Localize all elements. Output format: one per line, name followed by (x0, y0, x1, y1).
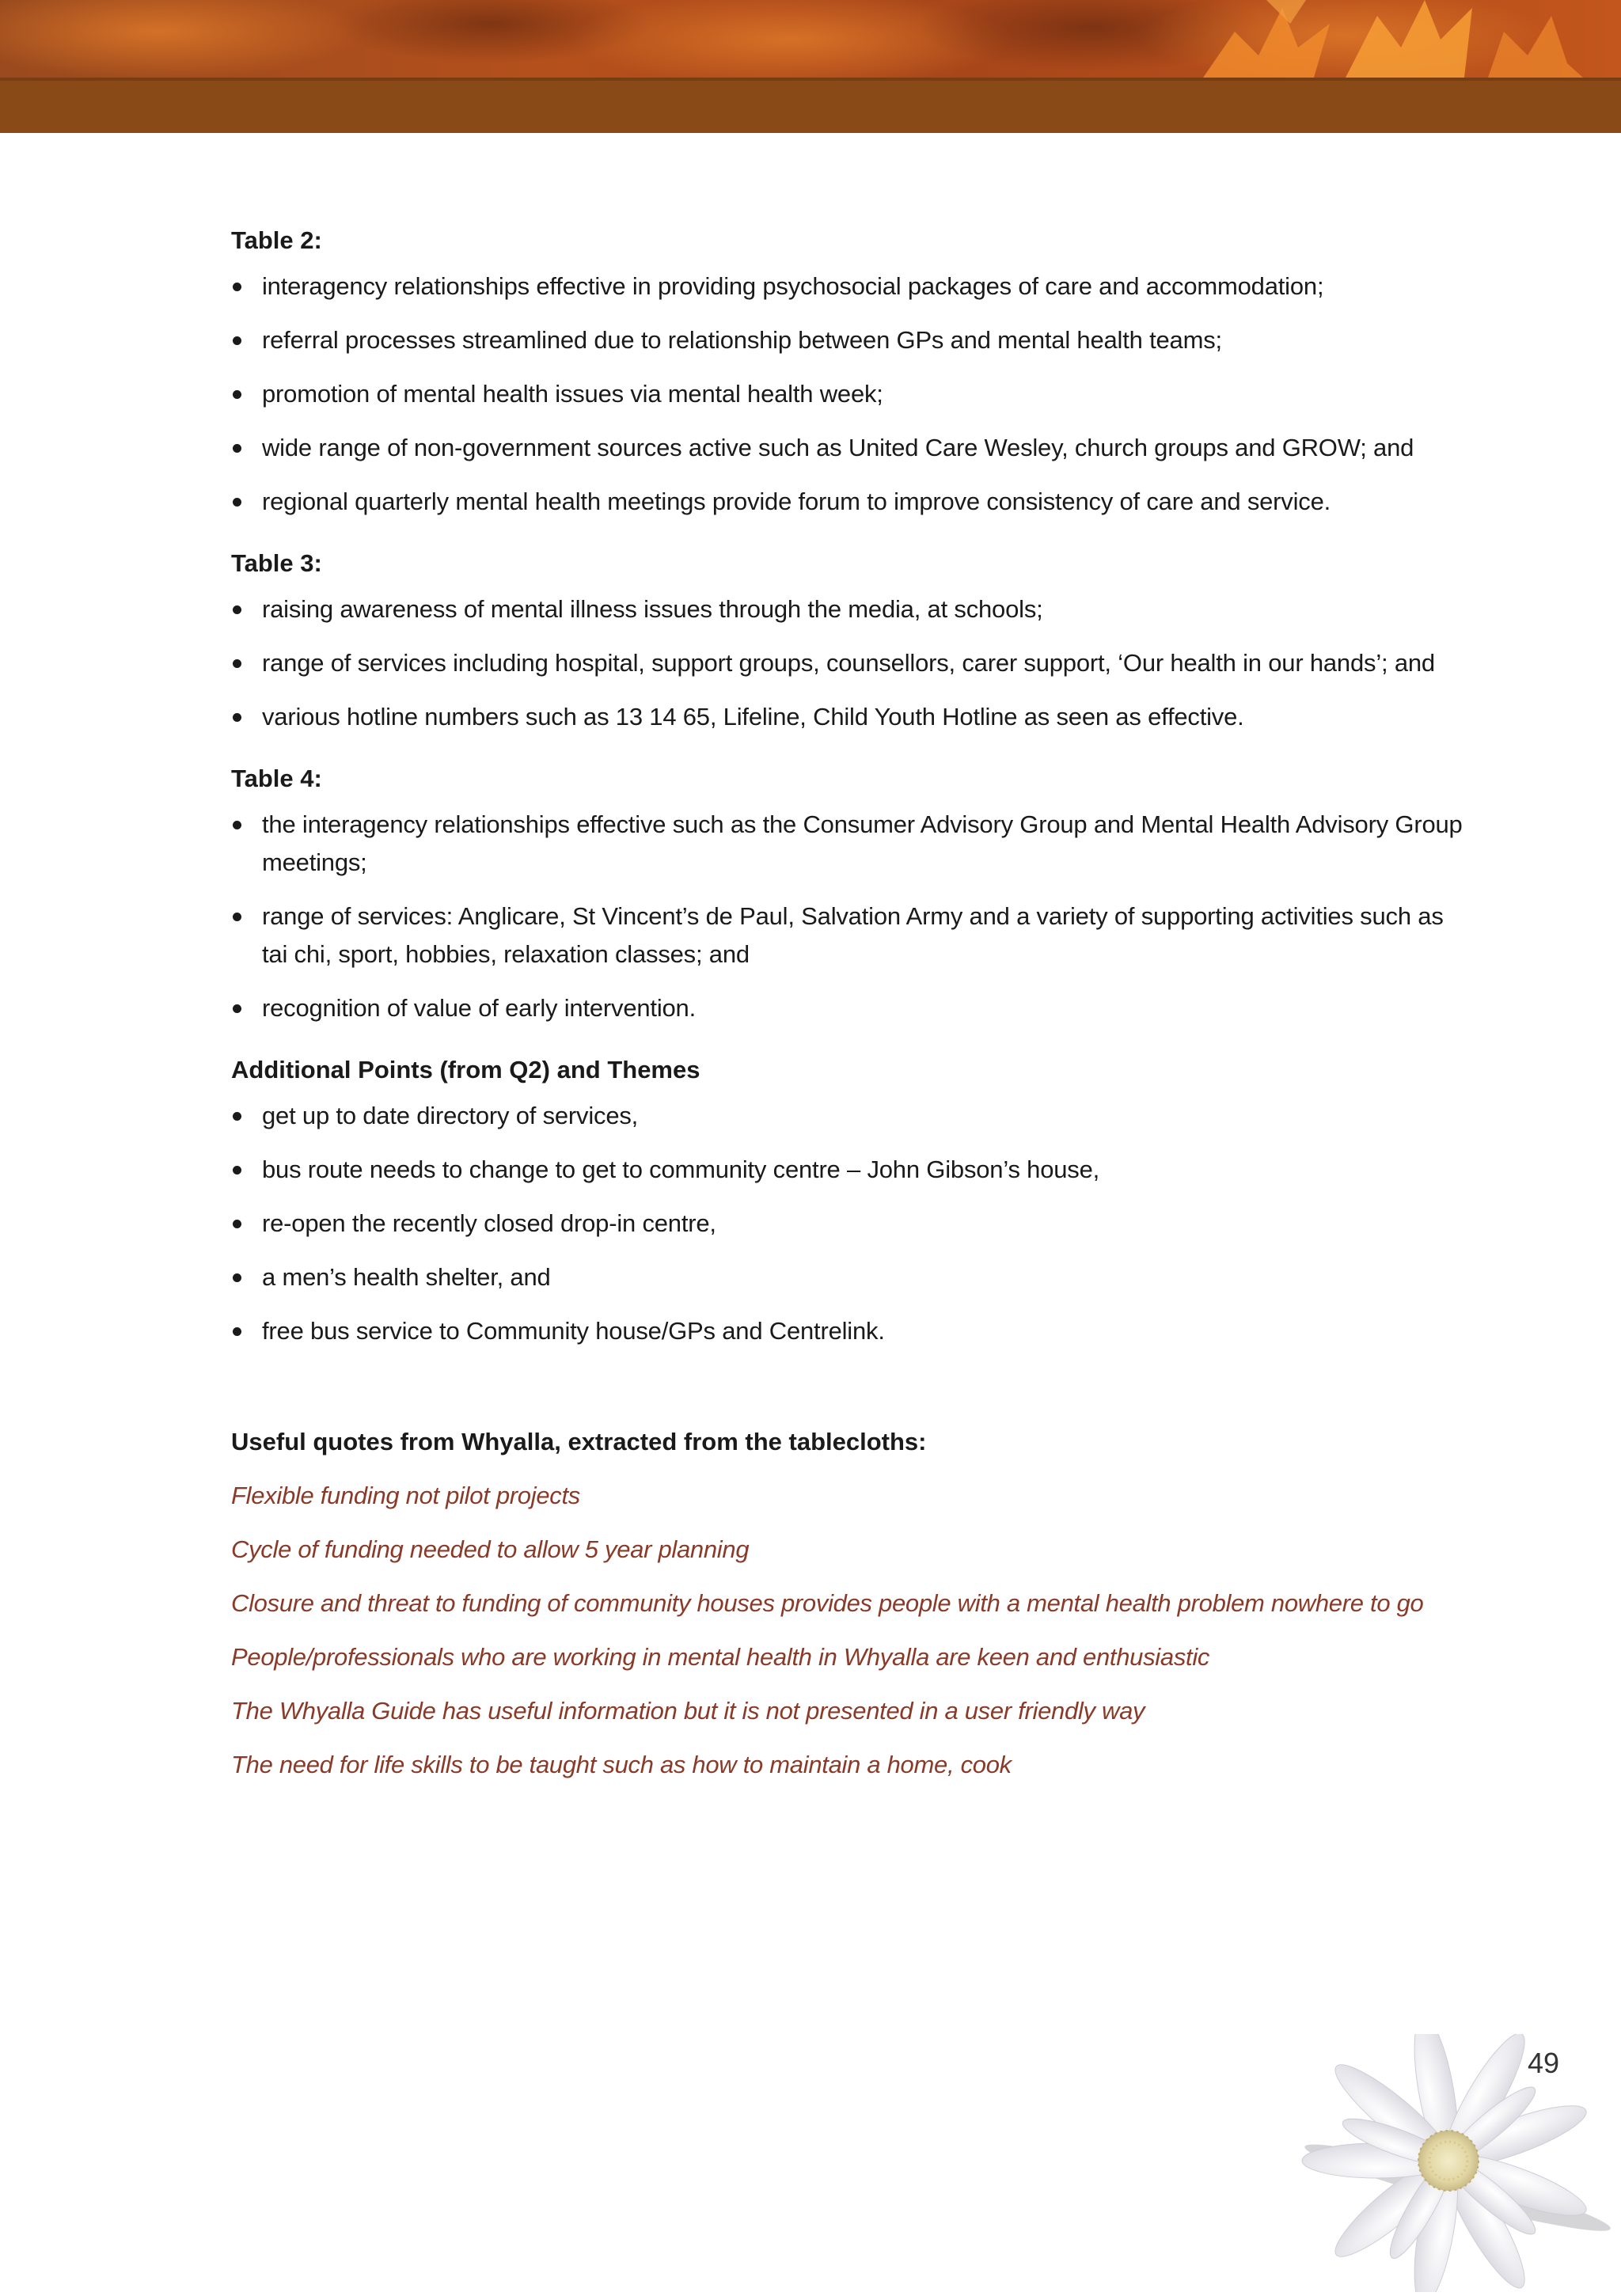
list-item: interagency relationships effective in providing psychosocial packages of care and accommodation; (231, 268, 1466, 306)
list-item: regional quarterly mental health meetings provide forum to improve consistency of care and service. (231, 483, 1466, 521)
quote-line: People/professionals who are working in mental health in Whyalla are keen and enthusiastic (231, 1643, 1210, 1671)
bullet-icon (233, 821, 241, 829)
bullet-icon (233, 605, 241, 614)
bullet-icon (233, 1273, 241, 1282)
quote-line: Closure and threat to funding of community houses provides people with a mental health problem nowhere to go (231, 1589, 1424, 1617)
page-number: 49 (1528, 2047, 1560, 2079)
bullet-icon (233, 498, 241, 507)
bullet-list (231, 268, 1466, 521)
list-item: referral processes streamlined due to relationship between GPs and mental health teams; (231, 321, 1466, 359)
bullet-icon (233, 1004, 241, 1013)
quote-line: Cycle of funding needed to allow 5 year planning (231, 1535, 750, 1563)
list-item: recognition of value of early intervention. (231, 989, 1466, 1027)
autumn-leaves-banner-icon (0, 0, 1621, 133)
flannel-flower-icon (1258, 2034, 1621, 2292)
bullet-icon (233, 913, 241, 921)
bullet-icon (233, 444, 241, 453)
section-table-2 (231, 214, 1466, 521)
quotes-heading: Useful quotes from Whyalla, extracted from the tablecloths: (231, 1428, 927, 1455)
bullet-icon (233, 713, 241, 722)
bullet-icon (233, 283, 241, 291)
bullet-list (231, 590, 1466, 736)
list-item: free bus service to Community house/GPs and Centrelink. (231, 1312, 1466, 1350)
quote-line: The need for life skills to be taught such as how to maintain a home, cook (231, 1751, 1012, 1778)
list-item: re-open the recently closed drop-in centre, (231, 1205, 1466, 1243)
bullet-icon (233, 336, 241, 345)
bullet-list (231, 806, 1466, 1027)
header-banner (0, 0, 1621, 133)
list-item: get up to date directory of services, (231, 1097, 1466, 1135)
list-item: range of services including hospital, support groups, counsellors, carer support, ‘Our health in our hands’; and (231, 644, 1466, 682)
section-additional-points (231, 1043, 1466, 1350)
list-item: raising awareness of mental illness issues through the media, at schools; (231, 590, 1466, 628)
section-heading: Additional Points (from Q2) and Themes (231, 1056, 700, 1083)
list-item: a men’s health shelter, and (231, 1258, 1466, 1296)
bullet-icon (233, 659, 241, 668)
list-item: bus route needs to change to get to community centre – John Gibson’s house, (231, 1151, 1466, 1189)
bullet-icon (233, 1327, 241, 1336)
quote-line: Flexible funding not pilot projects (231, 1482, 580, 1509)
list-item: range of services: Anglicare, St Vincent’s de Paul, Salvation Army and a variety of supporting activities such as tai chi, sport, hobbies, relaxation classes; and (231, 898, 1466, 973)
main-content (231, 214, 1466, 1792)
bullet-icon (233, 1112, 241, 1121)
bullet-icon (233, 1166, 241, 1175)
list-item: wide range of non-government sources active such as United Care Wesley, church groups and GROW; and (231, 429, 1466, 467)
spacer (231, 1366, 1466, 1415)
section-heading: Table 2: (231, 226, 322, 254)
list-item: the interagency relationships effective such as the Consumer Advisory Group and Mental Health Advisory Group meetings; (231, 806, 1466, 882)
quote-line: The Whyalla Guide has useful information but it is not presented in a user friendly way (231, 1697, 1145, 1725)
section-table-3 (231, 537, 1466, 736)
list-item: promotion of mental health issues via mental health week; (231, 375, 1466, 413)
bullet-list (231, 1097, 1466, 1350)
section-heading: Table 3: (231, 549, 322, 577)
section-table-4 (231, 752, 1466, 1027)
bullet-icon (233, 1220, 241, 1228)
section-heading: Table 4: (231, 765, 322, 792)
list-item: various hotline numbers such as 13 14 65, Lifeline, Child Youth Hotline as seen as effective. (231, 698, 1466, 736)
quotes-section (231, 1415, 1466, 1792)
bullet-icon (233, 390, 241, 399)
